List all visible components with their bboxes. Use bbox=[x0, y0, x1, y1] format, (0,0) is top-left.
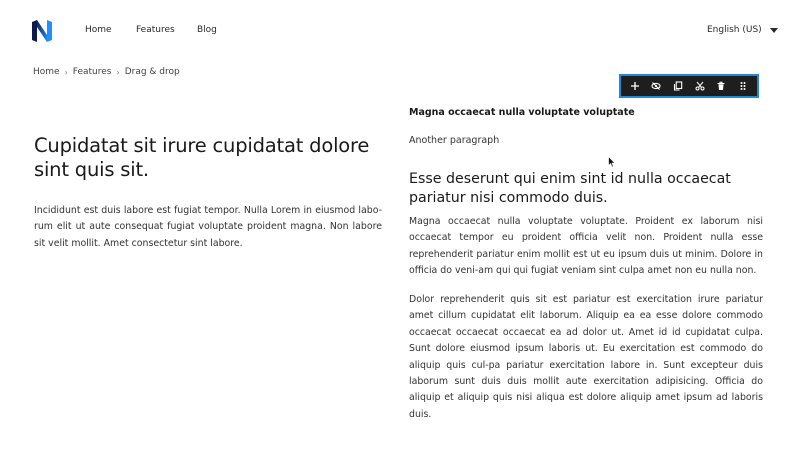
nav-features-link[interactable]: Features bbox=[136, 25, 175, 35]
hero-heading[interactable]: Cupidatat sit irure cupidatat dolore sint quis sit. bbox=[34, 134, 370, 181]
nav-home-link[interactable]: Home bbox=[85, 25, 112, 35]
right-paragraph-1[interactable]: Magna occaecat nulla voluptate voluptate. Proident ex laborum nisi occaecat tempor eu proident officia velit non. Proident nulla esse reprehenderit pariatur enim mollit est ut eu ipsum duis ut minim. Dolore in officia do veni-am qui qui fugiat veniam sint culpa amet non eu nulla non. bbox=[409, 216, 763, 277]
trash-icon bbox=[716, 81, 726, 91]
breadcrumb-separator-icon: › bbox=[64, 67, 68, 77]
brand-logo[interactable] bbox=[31, 19, 53, 43]
left-paragraph[interactable]: Incididunt est duis labore est fugiat tempor. Nulla Lorem in eiusmod labo-rum elit ut aute consequat fugiat voluptate proident magna. Non labore sit velit mollit. Amet consectetur sint labore. bbox=[34, 205, 382, 249]
breadcrumb-separator-icon: › bbox=[116, 67, 120, 77]
drag-handle-icon bbox=[738, 81, 748, 91]
right-paragraph-2[interactable]: Dolor reprehenderit quis sit est pariatur est exercitation irure pariatur amet cillum cupidatat elit laborum. Aliquip ea ea esse dolore commodo occaecat occaecat occaecat ea ad dolor ut. Amet id id cupidatat culpa. Sunt dolore eiusmod ipsum laboris ut. Eu exercitation est commodo do aliquip quis cul-pa pariatur exercitation labore in. Sunt excepteur duis laborum sunt duis duis mollit aute exercitation adipisicing. Officia do aliquip et aliquip quis nisi aliqua est dolore aliquip amet ipsum ad laboris duis. bbox=[409, 294, 763, 420]
right-heading[interactable]: Esse deserunt qui enim sint id nulla occaecat pariatur nisi commodo duis. bbox=[409, 171, 731, 206]
breadcrumb-home[interactable]: Home bbox=[33, 67, 60, 77]
scissors-icon bbox=[695, 81, 705, 91]
breadcrumb bbox=[33, 67, 180, 77]
delete-block-button[interactable] bbox=[712, 77, 730, 95]
mouse-cursor-icon bbox=[608, 156, 616, 168]
copy-icon bbox=[673, 81, 683, 91]
drag-block-handle[interactable] bbox=[734, 77, 752, 95]
breadcrumb-features[interactable]: Features bbox=[72, 67, 112, 77]
language-selector[interactable] bbox=[707, 25, 778, 35]
chevron-down-icon bbox=[770, 28, 778, 33]
plus-icon bbox=[630, 81, 640, 91]
duplicate-block-button[interactable] bbox=[669, 77, 687, 95]
add-block-button[interactable] bbox=[626, 77, 644, 95]
block-toolbar bbox=[619, 74, 759, 98]
language-label: English (US) bbox=[707, 25, 762, 35]
eye-off-icon bbox=[651, 81, 661, 91]
hide-block-button[interactable] bbox=[647, 77, 665, 95]
nav-blog-link[interactable]: Blog bbox=[197, 25, 217, 35]
breadcrumb-current: Drag & drop bbox=[124, 67, 180, 77]
bold-text-block[interactable]: Magna occaecat nulla voluptate voluptate bbox=[409, 107, 635, 118]
another-paragraph-block[interactable]: Another paragraph bbox=[409, 135, 500, 146]
cut-block-button[interactable] bbox=[691, 77, 709, 95]
